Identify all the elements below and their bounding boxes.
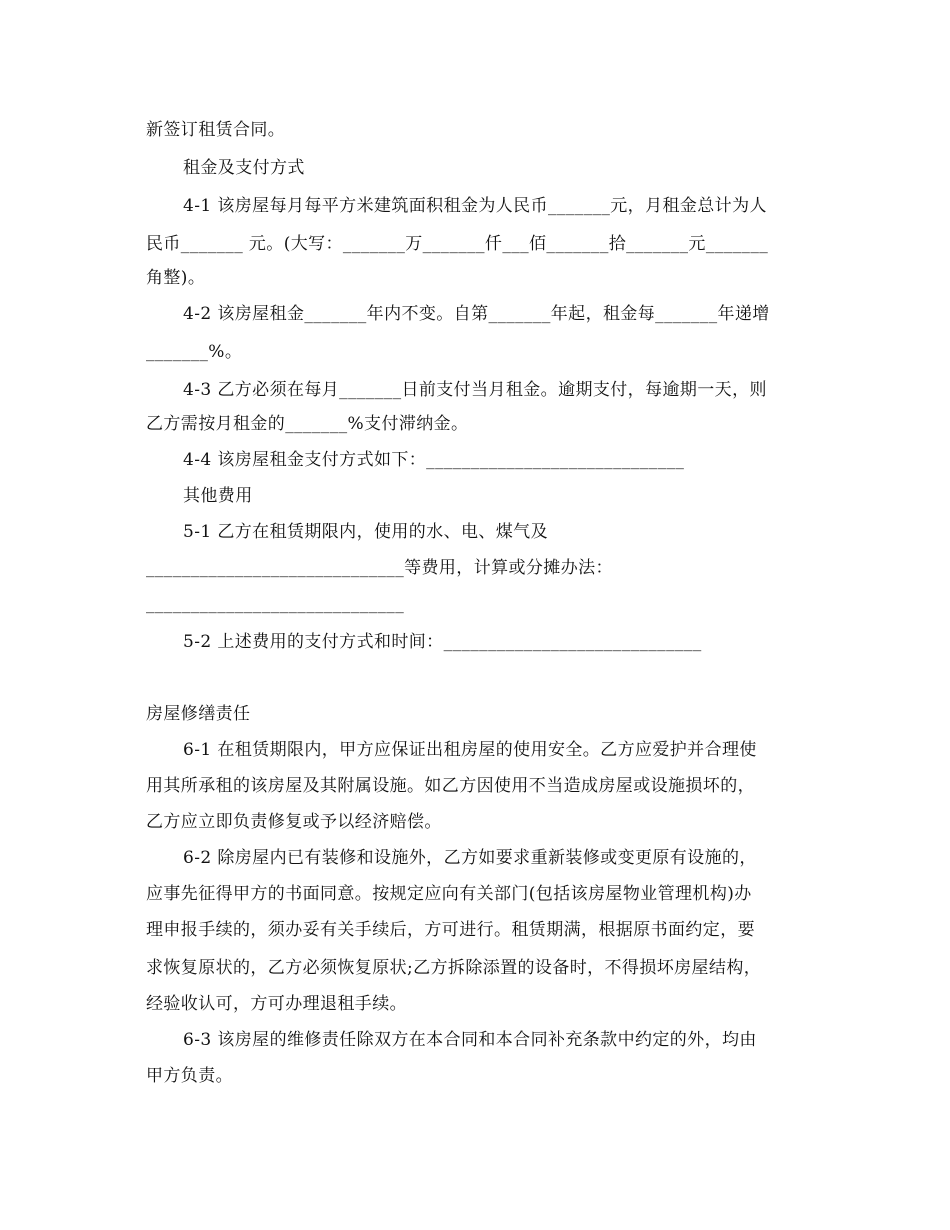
text-line: 6-1 在租赁期限内，甲方应保证出租房屋的使用安全。乙方应爱护并合理使 <box>183 740 757 760</box>
text-line: _____________________________等费用，计算或分摊办法： <box>146 558 613 578</box>
text-line: 甲方负责。 <box>146 1066 233 1086</box>
text-line: 4-3 乙方必须在每月_______日前支付当月租金。逾期支付，每逾期一天，则 <box>183 380 767 400</box>
text-line: _______%。 <box>146 342 243 362</box>
text-line: 4-2 该房屋租金_______年内不变。自第_______年起，租金每_______年递增 <box>183 304 770 324</box>
text-line: 6-3 该房屋的维修责任除双方在本合同和本合同补充条款中约定的外，均由 <box>183 1030 757 1050</box>
text-line: 6-2 除房屋内已有装修和设施外，乙方如要求重新装修或变更原有设施的， <box>183 848 757 868</box>
text-line: 用其所承租的该房屋及其附属设施。如乙方因使用不当造成房屋或设施损坏的， <box>146 776 755 796</box>
text-line: 4-4 该房屋租金支付方式如下：_____________________________ <box>183 450 685 470</box>
text-line: 民币_______ 元。(大写：_______万_______仟___佰_______拾_______元_______ <box>146 234 769 254</box>
section-heading-other-fees: 其他费用 <box>183 486 253 506</box>
text-line: 新签订租赁合同。 <box>146 120 286 140</box>
text-line: 理申报手续的，须办妥有关手续后，方可进行。租赁期满，根据原书面约定，要 <box>146 920 755 940</box>
text-line: 5-2 上述费用的支付方式和时间：_____________________________ <box>183 632 702 652</box>
text-line: 乙方需按月租金的_______%支付滞纳金。 <box>146 414 469 434</box>
text-line: 5-1 乙方在租赁期限内，使用的水、电、煤气及 <box>183 522 548 542</box>
section-heading-rent: 租金及支付方式 <box>183 158 305 178</box>
text-line: 经验收认可，方可办理退租手续。 <box>146 994 407 1014</box>
text-line: 乙方应立即负责修复或予以经济赔偿。 <box>146 812 442 832</box>
text-line: 角整)。 <box>146 268 206 288</box>
text-line: 求恢复原状的，乙方必须恢复原状;乙方拆除添置的设备时，不得损坏房屋结构， <box>146 958 762 978</box>
text-line: 应事先征得甲方的书面同意。按规定应向有关部门(包括该房屋物业管理机构)办 <box>146 884 752 904</box>
section-heading-repair: 房屋修缮责任 <box>146 704 251 724</box>
text-line: _____________________________ <box>146 594 405 614</box>
text-line: 4-1 该房屋每月每平方米建筑面积租金为人民币_______元，月租金总计为人 <box>183 196 767 216</box>
